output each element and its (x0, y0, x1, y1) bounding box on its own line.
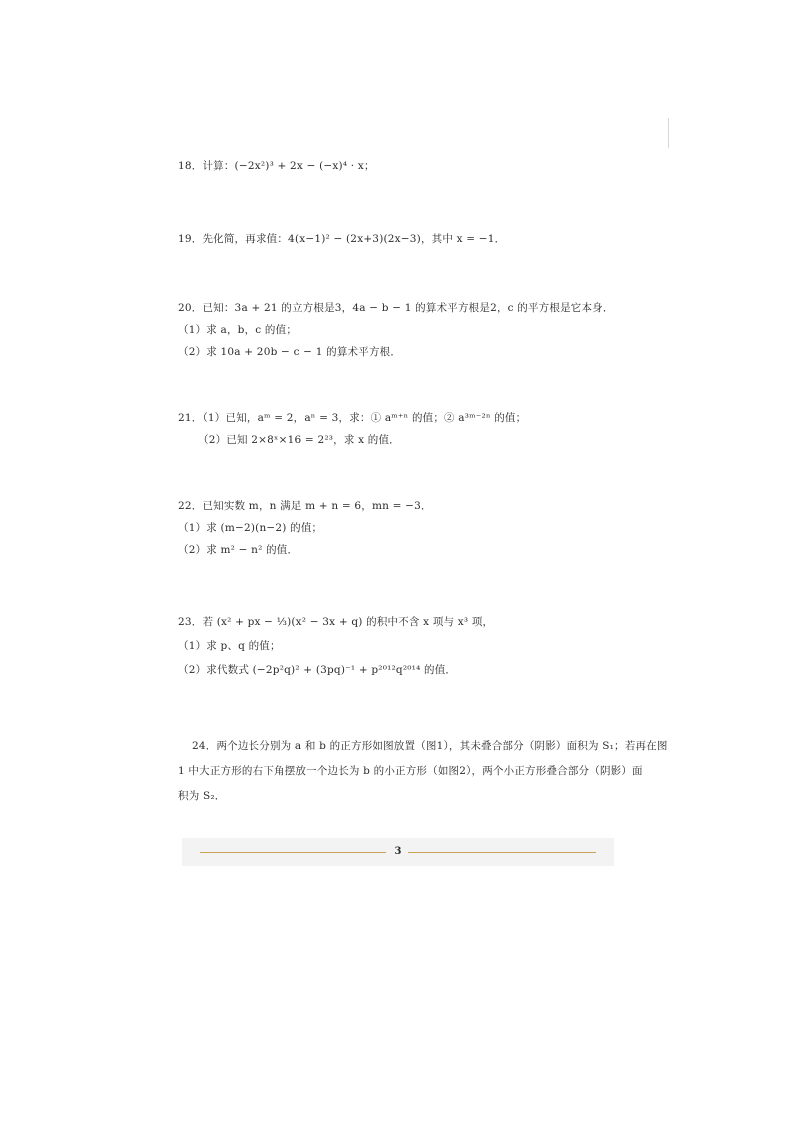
question-18: 18．计算：(−2x²)³ + 2x − (−x)⁴ · x； (178, 160, 375, 172)
question-20-stem: 20．已知：3a + 21 的立方根是3，4a − b − 1 的算术平方根是2，c 的平方根是它本身． (178, 302, 614, 314)
question-20-part1: （1）求 a，b，c 的值； (178, 324, 298, 336)
footer-rule-left (200, 852, 386, 853)
scan-edge-mark (668, 118, 669, 148)
question-23-part2: （2）求代数式 (−2p²q)² + (3pq)⁻¹ + p²⁰¹²q²⁰¹⁴ 的值． (178, 664, 457, 676)
question-22-part1: （1）求 (m−2)(n−2) 的值； (178, 522, 323, 534)
page-number: 3 (394, 846, 402, 857)
question-22-stem: 22．已知实数 m，n 满足 m + n = 6，mn = −3． (178, 500, 432, 512)
question-23-stem: 23．若 (x² + px − ⅓)(x² − 3x + q) 的积中不含 x 项与 x³ 项， (178, 616, 494, 628)
question-24-line1: 24．两个边长分别为 a 和 b 的正方形如图放置（图1），其未叠合部分（阴影）面积为 S₁；若再在图 (192, 740, 668, 752)
question-20-part2: （2）求 10a + 20b − c − 1 的算术平方根． (178, 346, 402, 358)
question-23-part1: （1）求 p、q 的值； (178, 640, 281, 652)
question-21-part2: （2）已知 2×8ˣ×16 = 2²³，求 x 的值． (198, 434, 400, 446)
question-22-part2: （2）求 m² − n² 的值． (178, 544, 299, 556)
question-21-part1: 21．（1）已知，aᵐ = 2，aⁿ = 3，求：① aᵐ⁺ⁿ 的值；② a³ᵐ⁻²ⁿ 的值； (178, 412, 527, 424)
question-24-line3: 积为 S₂． (178, 790, 226, 802)
footer-rule-right (408, 852, 596, 853)
question-19: 19．先化简，再求值：4(x−1)² − (2x+3)(2x−3)，其中 x = −1． (178, 233, 506, 245)
question-24-line2: 1 中大正方形的右下角摆放一个边长为 b 的小正方形（如图2），两个小正方形叠合部分（阴影）面 (178, 765, 643, 777)
